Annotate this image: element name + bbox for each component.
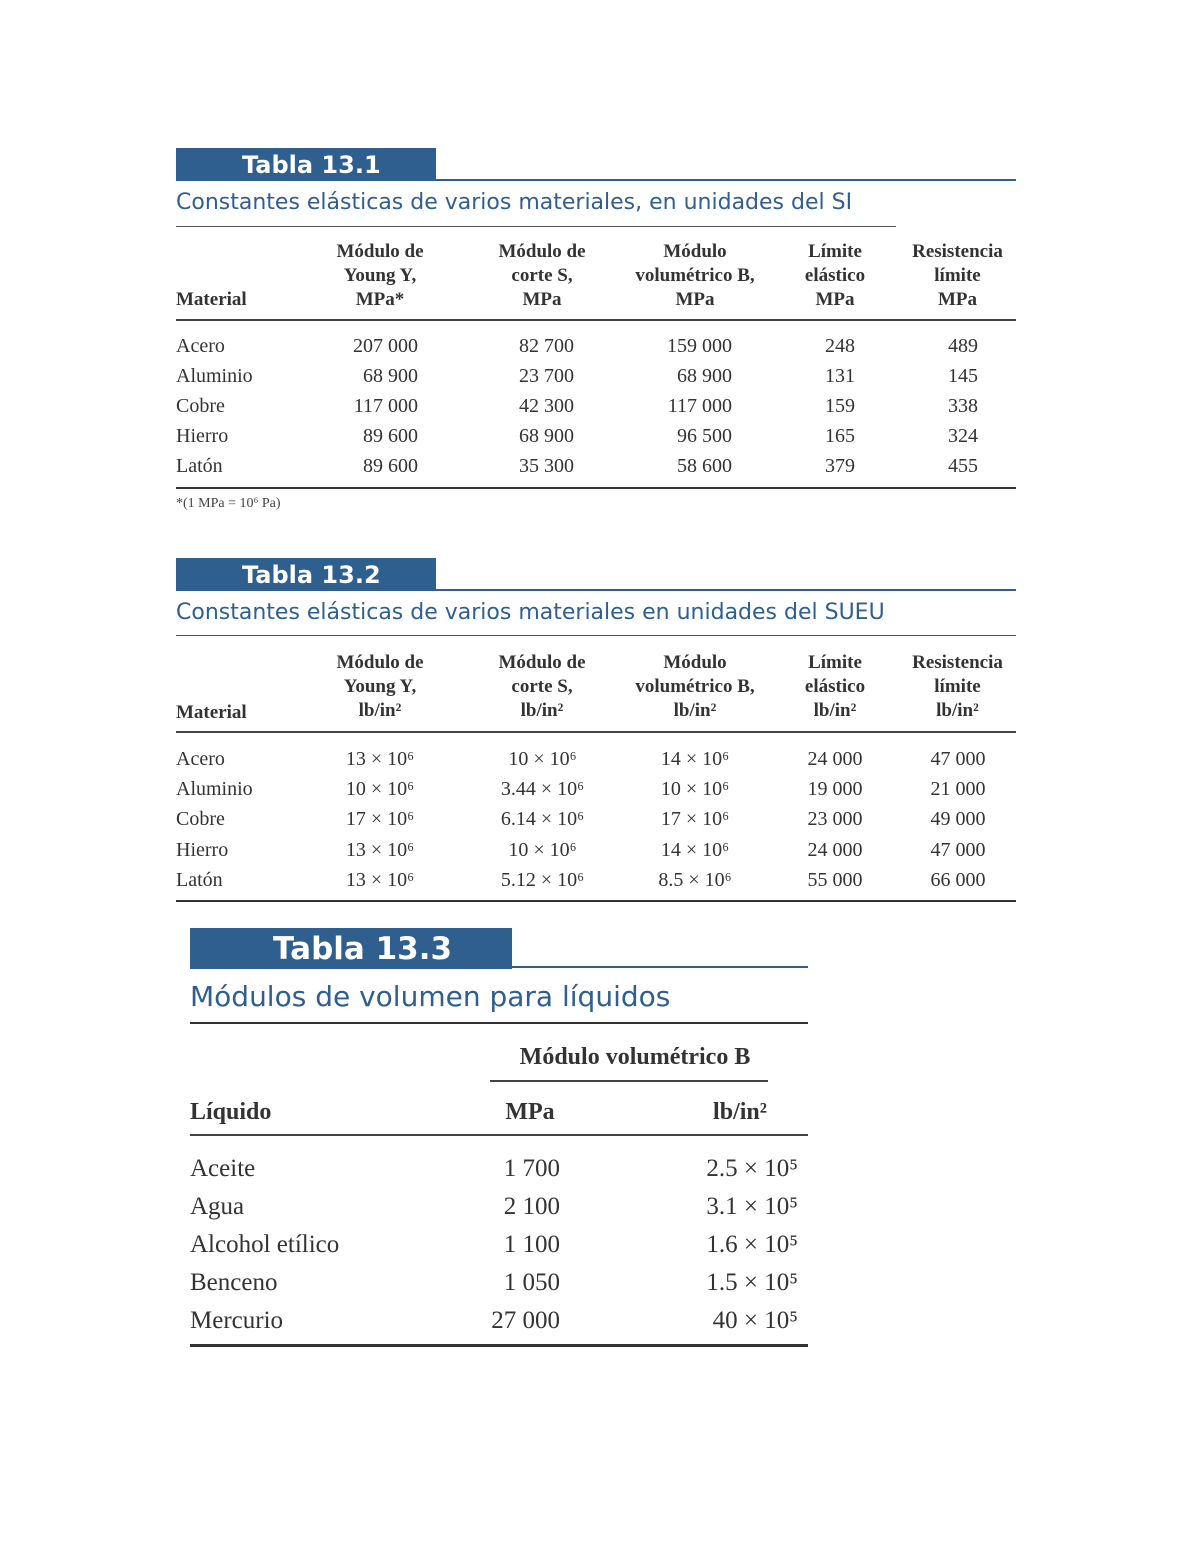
table-cell: 13 × 10⁶ — [345, 869, 415, 891]
table-cell: 207 000 — [353, 335, 418, 357]
table-cell: 10 × 10⁶ — [508, 839, 577, 861]
table-cell: 68 900 — [677, 365, 732, 387]
table-cell: 248 — [825, 335, 855, 357]
table-cell: 159 — [825, 395, 855, 417]
table-cell: 165 — [825, 425, 855, 447]
table-cell: 3.1 × 10⁵ — [706, 1193, 798, 1220]
table-row: Latón — [176, 455, 223, 477]
table-row: Cobre — [176, 808, 225, 830]
table-row: Hierro — [176, 839, 229, 861]
top-rule — [176, 226, 896, 227]
table-row: Latón — [176, 869, 223, 891]
header-mpa: MPa — [505, 1099, 555, 1125]
table-cell: 1.6 × 10⁵ — [706, 1231, 798, 1258]
header-corte: Módulo de corte S, lb/in² — [498, 652, 586, 721]
table-cell: 47 000 — [930, 839, 986, 861]
table-cell: 3.44 × 10⁶ — [500, 778, 585, 800]
bottom-rule — [190, 1344, 808, 1347]
table-tag: Tabla 13.3 — [190, 928, 512, 969]
group-rule — [490, 1080, 768, 1082]
tag-rule — [436, 589, 1016, 591]
footnote: *(1 MPa = 10⁶ Pa) — [176, 496, 281, 511]
header-rule — [190, 1134, 808, 1136]
table-cell: 23 000 — [807, 808, 863, 830]
table-cell: 96 500 — [677, 425, 732, 447]
table-subtitle: Constantes elásticas de varios materiales en unidades del SUEU — [176, 600, 885, 625]
table-cell: 455 — [948, 455, 978, 477]
top-rule — [176, 635, 1016, 636]
header-limite: Límite elástico MPa — [804, 241, 866, 310]
table-row: Mercurio — [190, 1307, 284, 1334]
tag-rule — [512, 966, 808, 968]
table-cell: 58 600 — [677, 455, 732, 477]
table-cell: 49 000 — [930, 808, 986, 830]
table-cell: 145 — [948, 365, 978, 387]
table-cell: 14 × 10⁶ — [660, 748, 730, 770]
header-rule — [176, 319, 1016, 321]
table-cell: 17 × 10⁶ — [660, 808, 730, 830]
header-young: Módulo de Young Y, lb/in² — [336, 652, 424, 721]
table-cell: 21 000 — [930, 778, 986, 800]
table-cell: 13 × 10⁶ — [345, 748, 415, 770]
table-cell: 1 100 — [503, 1231, 560, 1258]
header-resistencia: Resistencia límite lb/in² — [912, 652, 1003, 721]
table-cell: 2.5 × 10⁵ — [706, 1155, 798, 1182]
header-volumetrico: Módulo volumétrico B, MPa — [635, 241, 755, 310]
table-cell: 338 — [948, 395, 978, 417]
table-row: Acero — [176, 335, 225, 357]
header-resistencia: Resistencia límite MPa — [912, 241, 1003, 310]
table-cell: 159 000 — [667, 335, 732, 357]
table-row: Aluminio — [176, 365, 253, 387]
bottom-rule — [176, 900, 1016, 902]
header-corte: Módulo de corte S, MPa — [498, 241, 586, 310]
table-row: Cobre — [176, 395, 225, 417]
top-rule — [190, 1022, 808, 1024]
table-subtitle: Módulos de volumen para líquidos — [190, 980, 671, 1013]
group-header: Módulo volumétrico B — [519, 1044, 751, 1070]
table-row: Acero — [176, 748, 225, 770]
table-cell: 10 × 10⁶ — [508, 748, 577, 770]
header-limite: Límite elástico lb/in² — [804, 652, 866, 721]
tag-rule — [436, 179, 1016, 181]
table-cell: 40 × 10⁵ — [712, 1307, 798, 1334]
table-row: Benceno — [190, 1269, 278, 1296]
bottom-rule — [176, 487, 1016, 489]
table-cell: 23 700 — [519, 365, 574, 387]
table-cell: 324 — [948, 425, 978, 447]
table-cell: 489 — [948, 335, 978, 357]
table-cell: 24 000 — [807, 839, 863, 861]
table-cell: 17 × 10⁶ — [345, 808, 415, 830]
table-cell: 55 000 — [807, 869, 863, 891]
table-tag: Tabla 13.1 — [176, 148, 436, 181]
table-cell: 8.5 × 10⁶ — [658, 869, 732, 891]
table-cell: 89 600 — [363, 455, 418, 477]
table-cell: 35 300 — [519, 455, 574, 477]
header-lbin2: lb/in² — [713, 1099, 767, 1125]
header-liquido: Líquido — [190, 1099, 272, 1125]
table-cell: 19 000 — [807, 778, 863, 800]
table-cell: 6.14 × 10⁶ — [500, 808, 585, 830]
header-volumetrico: Módulo volumétrico B, lb/in² — [635, 652, 755, 721]
table-cell: 1.5 × 10⁵ — [706, 1269, 798, 1296]
table-row: Agua — [190, 1193, 245, 1220]
table-cell: 1 050 — [503, 1269, 560, 1296]
table-cell: 131 — [825, 365, 855, 387]
table-row: Aceite — [190, 1155, 256, 1182]
header-young: Módulo de Young Y, MPa* — [336, 241, 424, 310]
table-cell: 68 900 — [363, 365, 418, 387]
table-cell: 89 600 — [363, 425, 418, 447]
table-cell: 14 × 10⁶ — [660, 839, 730, 861]
table-cell: 379 — [825, 455, 855, 477]
table-cell: 27 000 — [491, 1307, 560, 1334]
table-row: Alcohol etílico — [190, 1231, 340, 1258]
header-rule — [176, 731, 1016, 733]
table-cell: 10 × 10⁶ — [660, 778, 730, 800]
table-cell: 82 700 — [519, 335, 574, 357]
table-cell: 117 000 — [353, 395, 418, 417]
header-material: Material — [176, 702, 247, 723]
table-tag: Tabla 13.2 — [176, 558, 436, 591]
table-cell: 66 000 — [930, 869, 986, 891]
table-subtitle: Constantes elásticas de varios materiales, en unidades del SI — [176, 190, 853, 215]
table-row: Hierro — [176, 425, 229, 447]
table-cell: 24 000 — [807, 748, 863, 770]
table-cell: 42 300 — [519, 395, 574, 417]
table-cell: 68 900 — [519, 425, 574, 447]
table-cell: 1 700 — [503, 1155, 560, 1182]
table-cell: 2 100 — [503, 1193, 560, 1220]
table-cell: 13 × 10⁶ — [345, 839, 415, 861]
table-cell: 5.12 × 10⁶ — [500, 869, 585, 891]
table-cell: 47 000 — [930, 748, 986, 770]
header-material: Material — [176, 289, 247, 310]
table-row: Aluminio — [176, 778, 253, 800]
table-cell: 10 × 10⁶ — [345, 778, 415, 800]
table-cell: 117 000 — [667, 395, 732, 417]
